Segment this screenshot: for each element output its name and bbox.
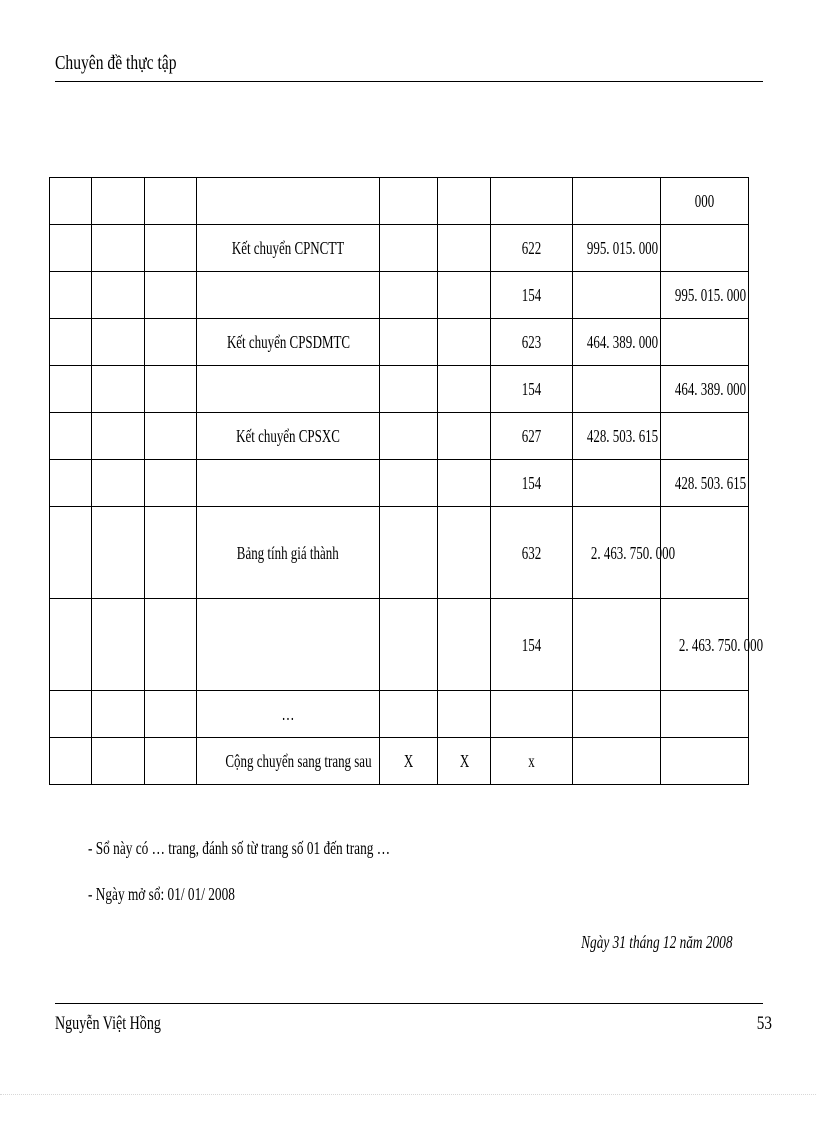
table-cell: 995. 015. 000 — [661, 272, 749, 319]
table-row — [50, 319, 749, 366]
header-title: Chuyên đề thực tập — [55, 52, 177, 74]
table-cell — [92, 225, 145, 272]
table-cell — [380, 507, 438, 599]
table-cell: Bảng tính giá thành — [197, 507, 380, 599]
table-cell — [438, 691, 491, 738]
table-cell — [92, 507, 145, 599]
table-row — [50, 366, 749, 413]
table-cell: Kết chuyển CPSXC — [197, 413, 380, 460]
table-cell — [438, 366, 491, 413]
table-cell — [145, 738, 197, 785]
table-cell — [92, 413, 145, 460]
table-cell — [92, 319, 145, 366]
table-cell: … — [197, 691, 380, 738]
table-cell — [438, 319, 491, 366]
table-row — [50, 507, 749, 599]
table-cell — [50, 225, 92, 272]
table-cell — [573, 178, 661, 225]
table-cell — [92, 738, 145, 785]
table-cell: Kết chuyển CPSDMTC — [197, 319, 380, 366]
notes-list — [88, 836, 496, 928]
footer-rule — [55, 1003, 763, 1004]
signing-date: Ngày 31 tháng 12 năm 2008 — [580, 932, 732, 952]
table-cell — [573, 691, 661, 738]
table-row — [50, 691, 749, 738]
table-cell — [197, 178, 380, 225]
table-cell — [50, 460, 92, 507]
table-cell — [197, 460, 380, 507]
table-row — [50, 738, 749, 785]
table-cell — [50, 738, 92, 785]
table-cell — [380, 272, 438, 319]
table-cell — [573, 460, 661, 507]
table-cell: 632 — [491, 507, 573, 599]
table-cell — [380, 366, 438, 413]
table-row — [50, 225, 749, 272]
table-cell — [145, 225, 197, 272]
table-cell — [197, 366, 380, 413]
table-cell — [661, 738, 749, 785]
table-cell — [573, 272, 661, 319]
table-cell — [50, 691, 92, 738]
header-rule — [55, 81, 763, 82]
table-cell — [438, 178, 491, 225]
table-cell: 623 — [491, 319, 573, 366]
table-cell — [197, 272, 380, 319]
table-cell — [145, 460, 197, 507]
footer-author: Nguyễn Việt Hồng — [55, 1013, 161, 1034]
note-open-date: - Ngày mở sổ: 01/ 01/ 2008 — [88, 884, 235, 904]
table-cell — [438, 507, 491, 599]
table-cell: 154 — [491, 460, 573, 507]
table-cell — [197, 599, 380, 691]
table-cell: Cộng chuyển sang trang sau — [197, 738, 380, 785]
table-row — [50, 599, 749, 691]
table-cell: 627 — [491, 413, 573, 460]
table-cell — [92, 366, 145, 413]
table-cell — [50, 178, 92, 225]
table-cell — [380, 599, 438, 691]
page-bottom-divider — [0, 1094, 816, 1095]
table-cell — [50, 319, 92, 366]
table-cell — [92, 178, 145, 225]
table-cell — [92, 272, 145, 319]
table-cell — [380, 691, 438, 738]
table-cell — [50, 366, 92, 413]
table-cell — [380, 225, 438, 272]
table-cell — [145, 366, 197, 413]
table-cell: Kết chuyển CPNCTT — [197, 225, 380, 272]
table-cell: 428. 503. 615 — [573, 413, 661, 460]
table-cell: 428. 503. 615 — [661, 460, 749, 507]
table-cell — [661, 691, 749, 738]
table-cell: X — [438, 738, 491, 785]
table-row — [50, 178, 749, 225]
note-page-count: - Sổ này có … trang, đánh số từ trang số 01 đến trang … — [88, 838, 391, 858]
table-cell: x — [491, 738, 573, 785]
table-cell — [491, 178, 573, 225]
table-cell — [50, 507, 92, 599]
page-number: 53 — [756, 1013, 772, 1034]
table-cell — [491, 691, 573, 738]
table-cell — [380, 413, 438, 460]
table-cell: 154 — [491, 366, 573, 413]
table-cell — [438, 599, 491, 691]
table-cell — [438, 460, 491, 507]
table-cell — [50, 272, 92, 319]
ledger-table — [49, 177, 764, 785]
table-cell: 622 — [491, 225, 573, 272]
table-cell — [145, 599, 197, 691]
table-cell — [92, 691, 145, 738]
table-cell — [438, 272, 491, 319]
table-cell — [145, 272, 197, 319]
table-cell — [438, 413, 491, 460]
table-cell — [661, 413, 749, 460]
table-cell — [92, 460, 145, 507]
table-cell — [438, 225, 491, 272]
table-cell — [661, 225, 749, 272]
table-cell — [145, 507, 197, 599]
table-cell — [573, 366, 661, 413]
table-cell — [145, 319, 197, 366]
table-cell: 2. 463. 750. 000 — [573, 507, 661, 599]
table-cell: 154 — [491, 272, 573, 319]
table-cell: X — [380, 738, 438, 785]
table-cell: 464. 389. 000 — [661, 366, 749, 413]
table-cell — [145, 691, 197, 738]
table-cell: 2. 463. 750. 000 — [661, 599, 749, 691]
table-cell — [145, 178, 197, 225]
table-cell: 464. 389. 000 — [573, 319, 661, 366]
table-cell: 154 — [491, 599, 573, 691]
table-row — [50, 413, 749, 460]
table-cell — [380, 460, 438, 507]
table-row — [50, 272, 749, 319]
table-cell — [92, 599, 145, 691]
table-row — [50, 460, 749, 507]
table-cell — [573, 738, 661, 785]
table-cell — [380, 178, 438, 225]
table-cell: 995. 015. 000 — [573, 225, 661, 272]
table-cell — [573, 599, 661, 691]
table-cell: 000 — [661, 178, 749, 225]
table-cell — [380, 319, 438, 366]
table-cell — [50, 599, 92, 691]
table-cell — [145, 413, 197, 460]
table-cell — [661, 319, 749, 366]
table-cell — [50, 413, 92, 460]
